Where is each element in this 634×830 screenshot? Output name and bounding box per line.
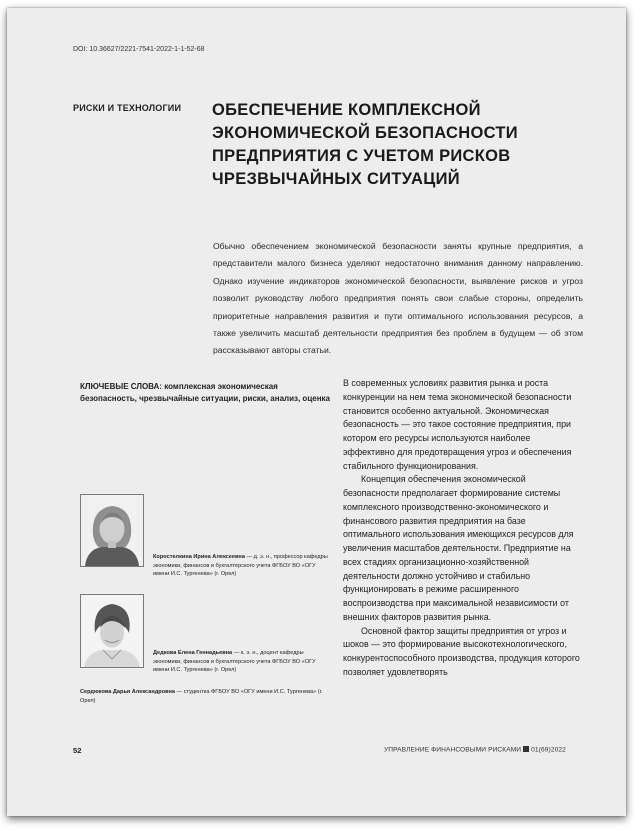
journal-issue: 01(69)2022: [531, 746, 566, 754]
author-photo: [80, 494, 144, 567]
journal-footer: [384, 746, 566, 754]
abstract: Обычно обеспечением экономической безопасности заняты крупные предприятия, а представители малого бизнеса уделяют недостаточно внимания данному направлению. Однако изучение индикаторов экономической безопасности, выявление рисков и угроз позволит руководству любого предприятия понять свои слабые стороны, определить приоритетные направления развития и пути оптимального использования ресурсов, а также увеличить масштаб деятельности предприятия без проблем в будущем — об этом рассказывают авторы статьи.: [213, 241, 583, 356]
keywords-block: [80, 381, 330, 404]
keywords-text: комплексная экономическая безопасность, чрезвычайные ситуации, риски, анализ, оценка: [80, 382, 330, 403]
keywords-label: КЛЮЧЕВЫЕ СЛОВА:: [80, 382, 162, 391]
author-details: — студентка ФГБОУ ВО «ОГУ имени И.С. Тургенева» (г. Орел): [80, 689, 323, 704]
journal-name: УПРАВЛЕНИЕ ФИНАНСОВЫМИ РИСКАМИ: [384, 746, 522, 754]
article-body: [343, 377, 583, 680]
author-name: Дедкова Елена Геннадьевна: [153, 650, 233, 656]
author-affiliation: [153, 553, 333, 579]
author-name: Сердюкова Дарья Александровна: [80, 689, 176, 695]
author-details: — д. э. н., профессор кафедры экономики, финансов и бухгалтерского учета ФГБОУ ВО «ОГУ имени И.С. Тургенева» (г. Орел): [153, 554, 328, 577]
body-paragraph: В современных условиях развития рынка и роста конкуренции на нем тема экономической безопасности становится особенно актуальной. Экономическая безопасность — это такое состояние предприятия, при котором его ресурсы используются наиболее эффективно для предотвращения угроз и обеспечения стабильного функционирования.: [343, 378, 572, 471]
author-affiliation: [153, 649, 333, 675]
author-affiliation: [80, 688, 330, 705]
square-separator-icon: [523, 746, 529, 752]
title-line: ОБЕСПЕЧЕНИЕ КОМПЛЕКСНОЙ: [212, 101, 481, 119]
body-paragraph: Концепция обеспечения экономической безопасности предполагает формирование системы комплексного производственно-экономического и финансового развития предприятия на базе оптимального использования имеющихся ресурсов для увеличения масштабов деятельности. Предприятие на всех стадиях организационно-хозяйственной деятельности должно устойчиво и стабильно функционировать в режиме расширенного воспроизводства при максимальной независимости от внешних факторов развития рынка.: [343, 474, 574, 622]
section-label: РИСКИ И ТЕХНОЛОГИИ: [73, 103, 182, 113]
title-line: ПРЕДПРИЯТИЯ С УЧЕТОМ РИСКОВ: [212, 147, 511, 165]
author-details: — к. э. н., доцент кафедры экономики, финансов и бухгалтерского учета ФГБОУ ВО «ОГУ имени И.С. Тургенева» (г. Орел): [153, 650, 316, 673]
article-title: [212, 99, 552, 191]
title-line: ЭКОНОМИЧЕСКОЙ БЕЗОПАСНОСТИ: [212, 124, 518, 142]
title-line: ЧРЕЗВЫЧАЙНЫХ СИТУАЦИЙ: [212, 170, 460, 188]
author-photo: [80, 594, 144, 668]
body-paragraph: Основной фактор защиты предприятия от угроз и шоков — это формирование высокотехнологического, конкурентоспособного производства, продукция которого позволяет удовлетворять: [343, 625, 580, 677]
page-number: 52: [73, 746, 82, 755]
doi-line: DOI: 10.36627/2221-7541-2022-1-1-52-68: [73, 46, 205, 53]
author-name: Коростелкина Ирина Алексеевна: [153, 554, 245, 560]
